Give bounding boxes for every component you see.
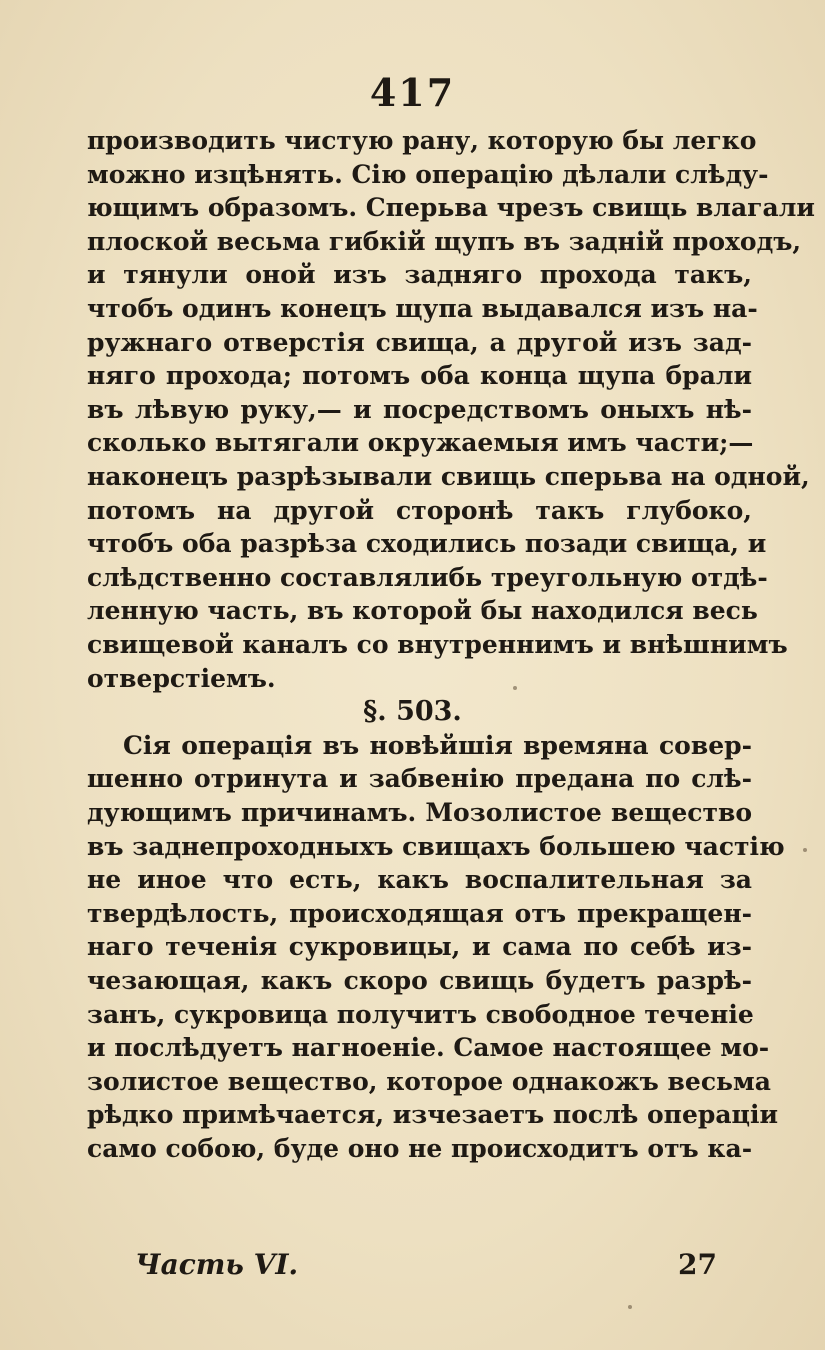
text-line: можно изцѣнять. Сію операцію дѣлали слѣду- [87, 159, 769, 189]
footer-part-label: Часть VI. [135, 1248, 299, 1281]
text-line: наго теченія сукровицы, и сама по себѣ из- [87, 932, 752, 962]
text-line: ющимъ образомъ. Сперьва чрезъ свищь влагали [87, 193, 815, 223]
footer-signature-mark: 27 [678, 1248, 717, 1281]
paper-speck [803, 848, 807, 852]
text-line: плоской весьма гибкій щупъ въ задній проходъ, [87, 226, 802, 256]
text-line: потомъ на другой сторонѣ такъ глубоко, [87, 495, 752, 525]
text-line: въ заднепроходныхъ свищахъ большею частію [87, 831, 785, 861]
page-number: 417 [369, 70, 456, 115]
text-line: свищевой каналъ со внутреннимъ и внѣшнимъ [87, 630, 788, 659]
text-line: и тянули оной изъ задняго прохода такъ, [87, 260, 752, 290]
paper-speck [628, 1305, 632, 1309]
text-line: дующимъ причинамъ. Мозолистое вещество [87, 798, 752, 827]
text-line: въ лѣвую руку,— и посредствомъ оныхъ нѣ- [87, 394, 752, 424]
text-line: занъ, сукровица получитъ свободное теченіе [87, 999, 754, 1029]
text-line: рѣдко примѣчается, изчезаетъ послѣ операціи [87, 1100, 779, 1130]
text-line: и послѣдуетъ нагноеніе. Самое настоящее мо- [87, 1033, 770, 1063]
text-line: шенно отринута и забвенію предана по слѣ- [87, 764, 752, 794]
text-line: слѣдственно составлялибь треугольную отдѣ- [87, 562, 768, 592]
text-line: чтобъ оба разрѣза сходились позади свища, и [87, 529, 767, 559]
text-line: сколько вытягали окружаемыя имъ части;— [87, 428, 754, 458]
text-line: чезающая, какъ скоро свищь будетъ разрѣ- [87, 966, 752, 995]
text-line: само собою, буде оно не происходитъ отъ ка- [87, 1134, 753, 1163]
text-line: Сія операція въ новѣйшія времяна совер- [123, 730, 752, 760]
text-line: производить чистую рану, которую бы легко [87, 126, 757, 155]
text-line: не иное что есть, какъ воспалительная за [87, 865, 752, 895]
text-line: ленную часть, въ которой бы находился весь [87, 596, 758, 626]
text-line: золистое вещество, которое однакожъ весьма [87, 1066, 771, 1096]
section-heading: §. 503. [363, 696, 462, 728]
text-line: няго прохода; потомъ оба конца щупа брали [87, 361, 752, 391]
text-line: отверстіемъ. [87, 663, 276, 693]
text-line: чтобъ одинъ конецъ щупа выдавался изъ на- [87, 294, 758, 323]
text-line: наконецъ разрѣзывали свищь сперьва на одной, [87, 462, 810, 491]
paper-speck [513, 686, 517, 690]
text-line: ружнаго отверстія свища, а другой изъ зад- [87, 327, 752, 357]
text-line: твердѣлость, происходящая отъ прекращен- [87, 898, 752, 928]
